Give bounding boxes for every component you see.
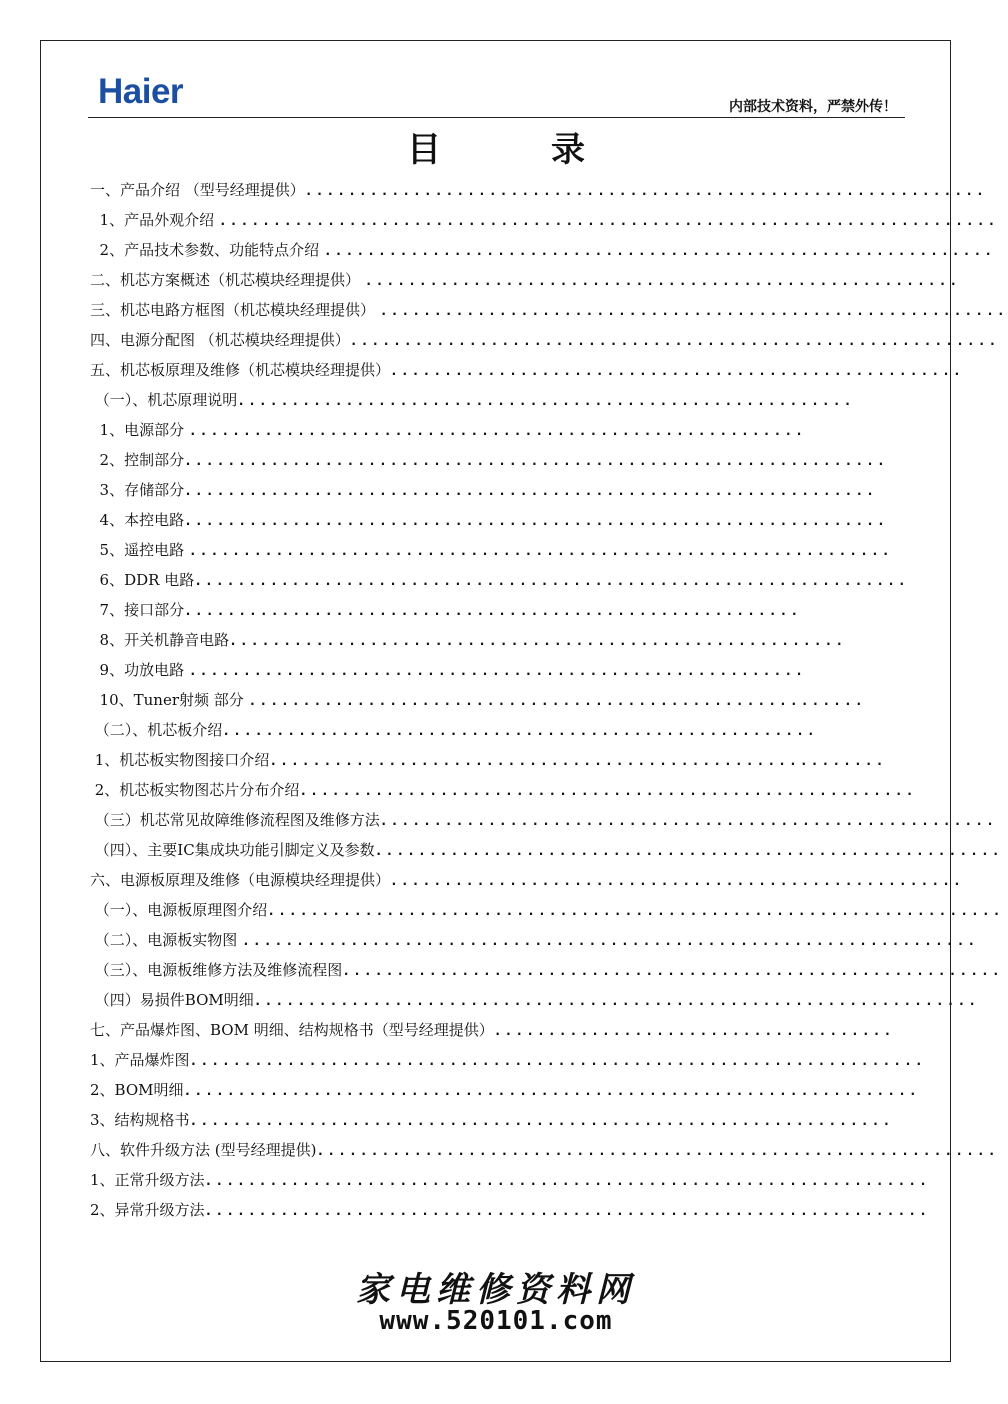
footer-site-name: 家电维修资料网 [356, 1270, 636, 1310]
confidential-notice: 内部技术资料，严禁外传！ [729, 99, 897, 115]
toc-entry[interactable]: （三）、电源板维修方法及维修流程图 ............................................................. [90, 961, 1003, 979]
toc-entry[interactable]: 3、结构规格书 ................................................................. [90, 1111, 894, 1129]
header-rule [88, 117, 905, 118]
toc-entry[interactable]: 一、产品介绍 （型号经理提供） ............................................................... [90, 181, 987, 199]
toc-entry[interactable]: （一）、机芯原理说明 ......................................................... [90, 391, 855, 409]
toc-entry[interactable]: 2、产品技术参数、功能特点介绍 .............................................................. [90, 241, 996, 259]
toc-entry[interactable]: 1、产品外观介绍 ........................................................................ [90, 211, 999, 229]
toc-entry[interactable]: （一）、电源板原理图介绍 .................................................................... [90, 901, 1004, 919]
toc-entry[interactable]: 3、存储部分 ................................................................ [90, 481, 877, 499]
toc-entry[interactable]: 2、BOM明细 .................................................................... [90, 1081, 920, 1099]
table-of-contents [90, 175, 1008, 1225]
toc-entry[interactable]: （二）、电源板实物图 .................................................................... [90, 931, 979, 949]
toc-entry[interactable]: 七、产品爆炸图、BOM 明细、结构规格书（型号经理提供） ..................................... [90, 1021, 895, 1039]
toc-entry[interactable]: 三、机芯电路方框图（机芯模块经理提供） .......................................................... [90, 301, 1008, 319]
toc-entry[interactable]: 2、异常升级方法 ................................................................... [90, 1201, 930, 1219]
toc-entry[interactable]: 1、机芯板实物图接口介绍 ......................................................... [90, 751, 887, 769]
toc-entry[interactable]: （四）、主要IC集成块功能引脚定义及参数 .......................................................... [90, 841, 1003, 859]
toc-entry[interactable]: 五、机芯板原理及维修（机芯模块经理提供） ..................................................... [90, 361, 964, 379]
toc-entry[interactable]: 二、机芯方案概述（机芯模块经理提供） ....................................................... [90, 271, 961, 289]
toc-entry[interactable]: 9、功放电路 ......................................................... [90, 661, 806, 679]
toc-entry[interactable]: 2、控制部分 ................................................................. [90, 451, 888, 469]
toc-entry[interactable]: （四）易损件BOM明细 ................................................................... [90, 991, 980, 1009]
toc-entry[interactable]: 八、软件升级方法 (型号经理提供) ............................................................... [90, 1141, 999, 1159]
haier-logo: Haier [98, 72, 184, 111]
toc-entry[interactable]: 1、电源部分 ......................................................... [90, 421, 806, 439]
toc-entry[interactable]: 5、遥控电路 ................................................................. [90, 541, 893, 559]
toc-entry[interactable]: 4、本控电路 ................................................................. [90, 511, 888, 529]
toc-entry[interactable]: 六、电源板原理及维修（电源模块经理提供） ..................................................... [90, 871, 964, 889]
toc-entry[interactable]: 四、电源分配图 （机芯模块经理提供） ............................................................ [90, 331, 1000, 349]
toc-entry[interactable]: （二）、机芯板介绍 ....................................................... [90, 721, 818, 739]
toc-entry[interactable]: （三）机芯常见故障维修流程图及维修方法 ......................................................... [90, 811, 997, 829]
toc-entry[interactable]: 7、接口部分 ......................................................... [90, 601, 802, 619]
toc-entry[interactable]: 8、开关机静音电路 ......................................................... [90, 631, 847, 649]
title-char-2: 录 [551, 130, 585, 170]
title-char-1: 目 [407, 130, 441, 170]
toc-entry[interactable]: 1、产品爆炸图 .................................................................... [90, 1051, 926, 1069]
toc-entry[interactable]: 10、Tuner射频 部分 ......................................................... [90, 691, 866, 709]
page-title [0, 122, 992, 171]
footer-site-url: www.520101.com [379, 1306, 613, 1336]
toc-entry[interactable]: 6、DDR 电路 .................................................................. [90, 571, 909, 589]
toc-entry[interactable]: 2、机芯板实物图芯片分布介绍 ......................................................... [90, 781, 917, 799]
toc-entry[interactable]: 1、正常升级方法 ................................................................... [90, 1171, 930, 1189]
